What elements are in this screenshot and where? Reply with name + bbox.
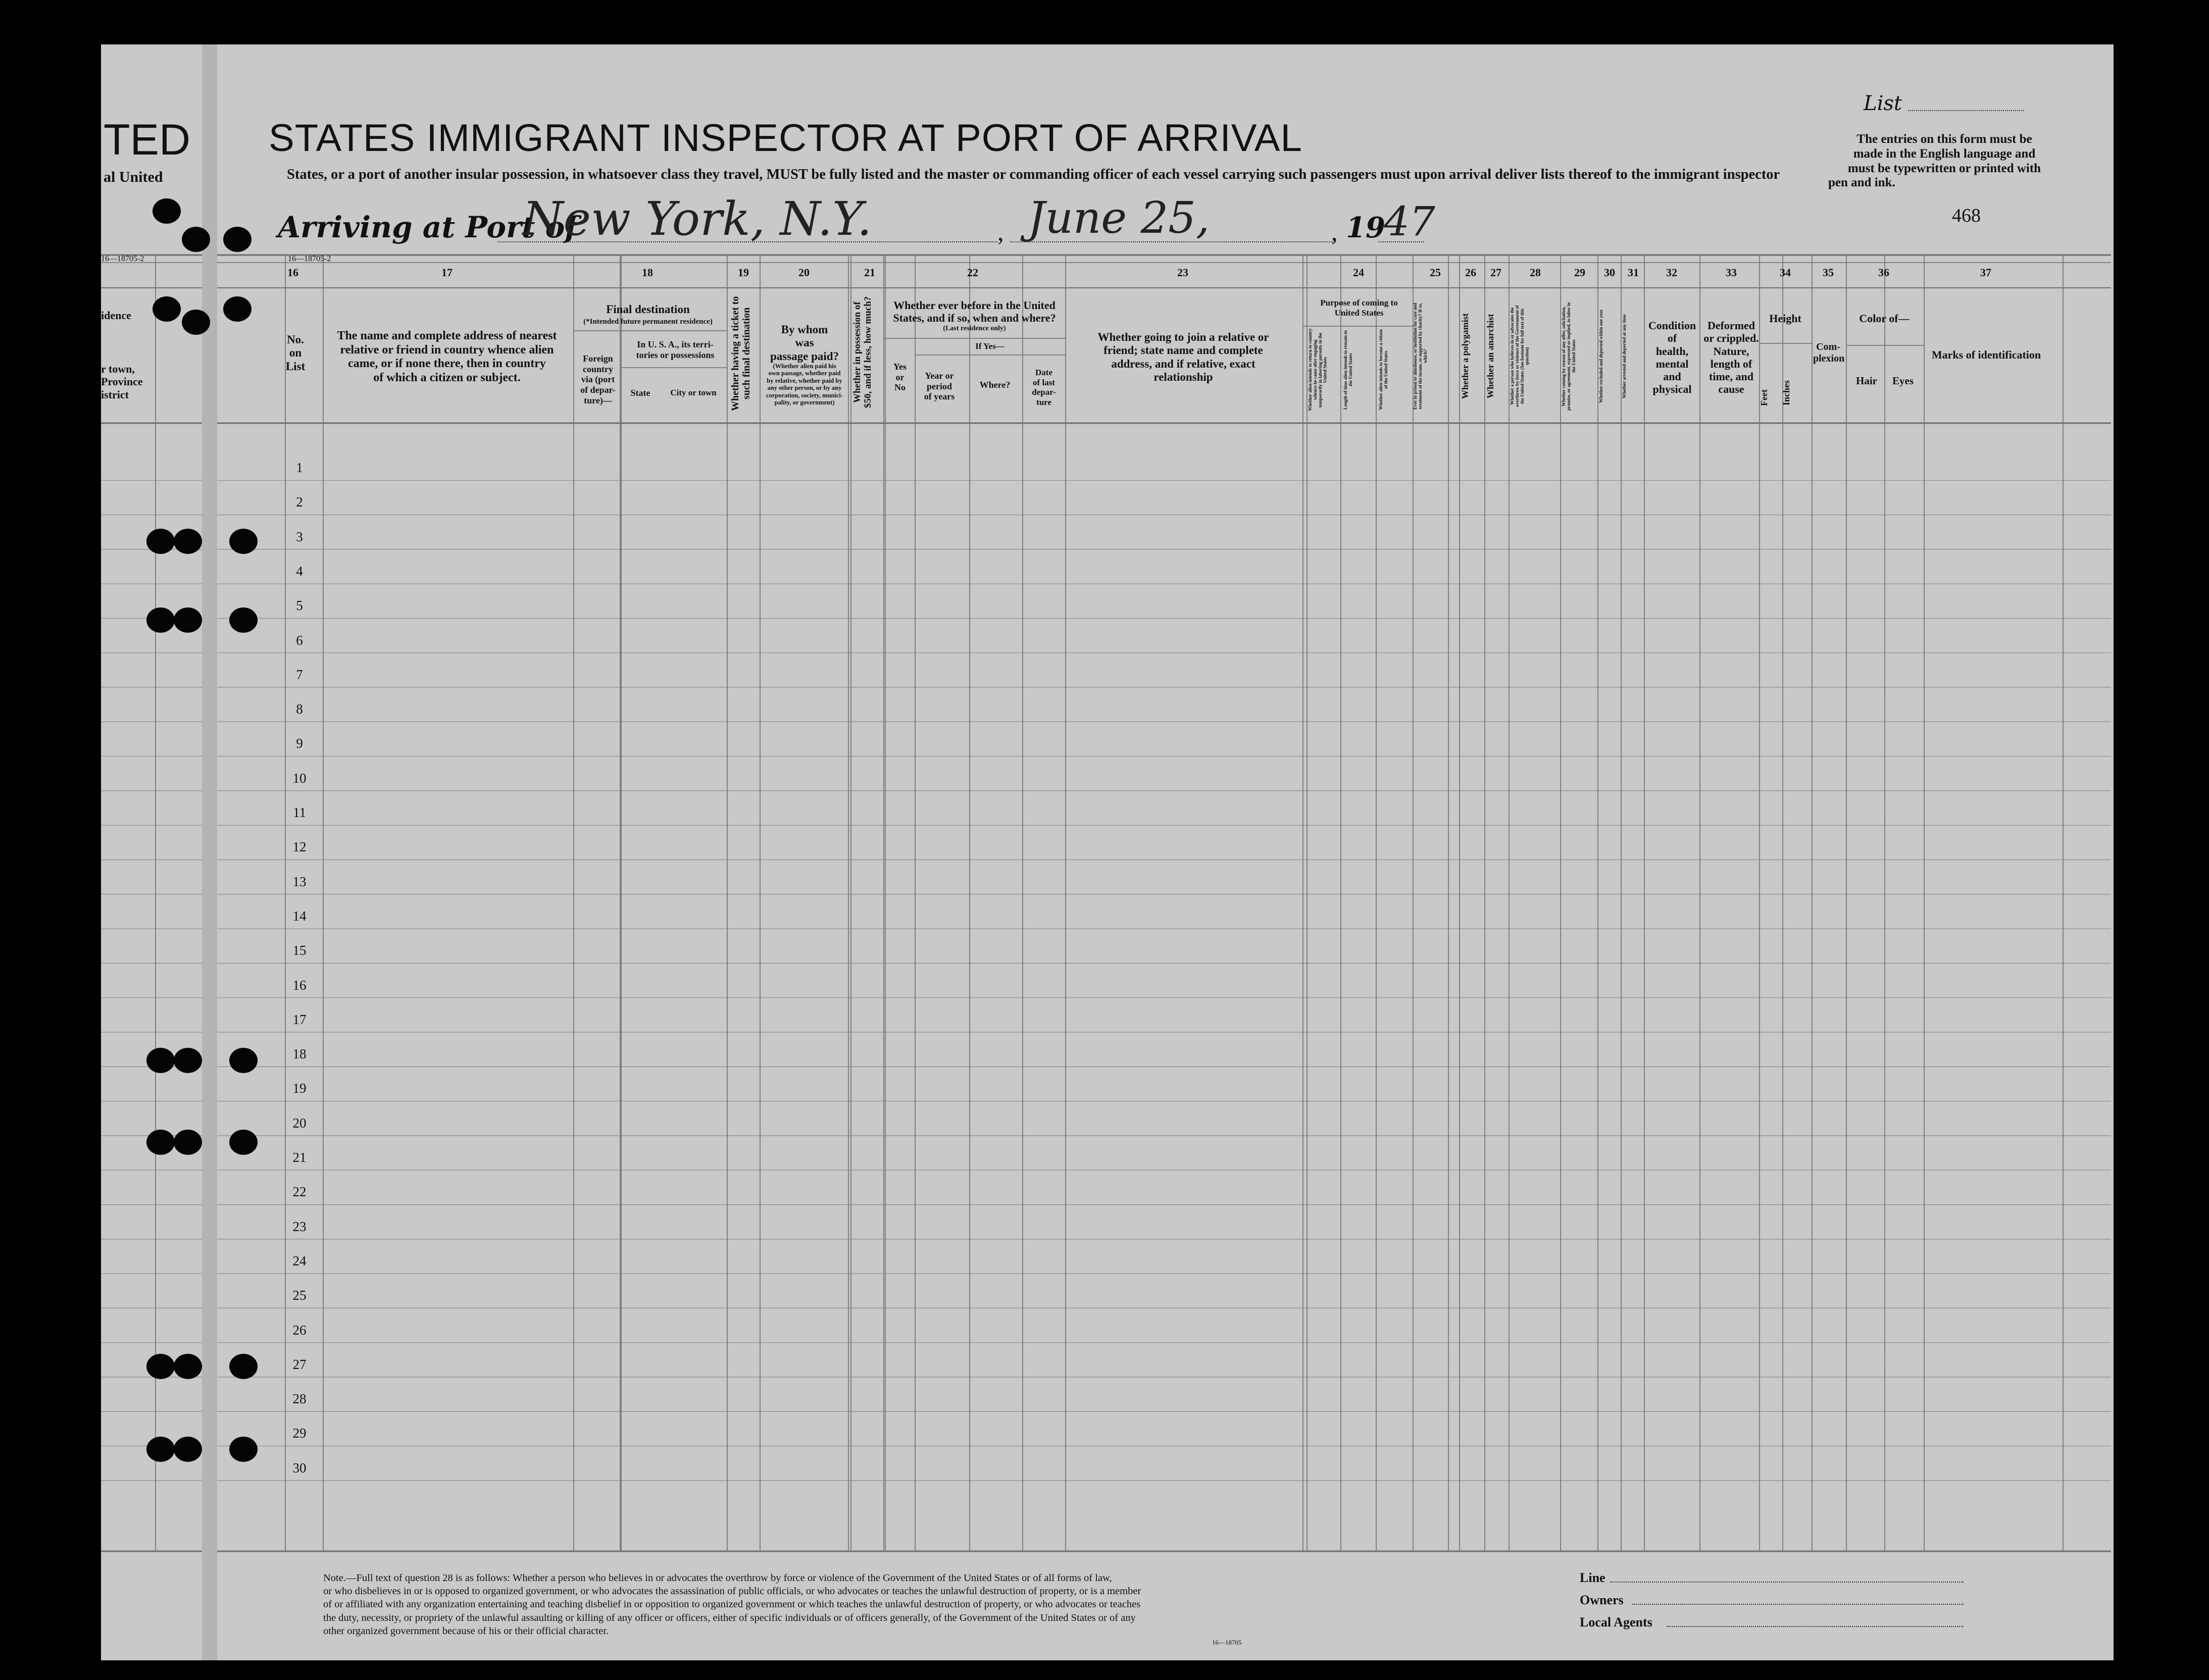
entries-note — [1823, 132, 2066, 190]
col17-label — [328, 329, 566, 385]
col-c28-label: Whether a person who believes in or advocates the overthrow by force or violence of the Government of the United States (See footnote for full text of this question) — [1510, 305, 1530, 408]
row-number: 27 — [292, 1356, 307, 1372]
col24-label-line: Purpose of coming to — [1320, 298, 1398, 308]
col18-note: (*Intended future permanent residence) — [583, 318, 713, 326]
row-number: 3 — [296, 529, 303, 544]
row-number: 29 — [292, 1426, 307, 1441]
footnote-line: or who disbelieves in or is opposed to organized government, or who advocates the assassination of public officials, or who advocates or teaches the unlawful destruction of property, or is a member — [323, 1586, 1141, 1597]
col22-date-line: ture — [1036, 397, 1051, 407]
col-c25-label: Ever in prison or almshouse, or institution for care and treatment of the insane, or supported by charity? If so, which? — [1413, 302, 1428, 410]
col-c27-label: Whether an anarchist — [1485, 314, 1495, 399]
col-num-c30: 30 — [1604, 266, 1615, 279]
col34-label: Height — [1769, 312, 1801, 325]
row-number: 23 — [292, 1218, 307, 1234]
arrival-date: June 25, — [1028, 193, 1210, 243]
col22-yesno-line: Yes — [893, 362, 907, 372]
col22-ifyes: If Yes— — [975, 341, 1005, 351]
col33-label — [1701, 319, 1762, 396]
col22-label-line: Whether ever before in the United — [893, 299, 1056, 312]
col22-year-line: period — [926, 381, 952, 391]
col22-note: (Last residence only) — [943, 325, 1006, 332]
agents-blank — [1667, 1626, 1964, 1627]
row-number: 15 — [292, 943, 307, 958]
col22-yesno — [885, 362, 915, 393]
col36-eyes: Eyes — [1892, 375, 1914, 387]
col20-label-line: By whom — [781, 323, 828, 336]
footnote-line: the duty, necessity, or propriety of the unlawful assaulting or killing of any officer or officers, either of specific individuals or of officers generally, of the Government of the United States or of any — [323, 1612, 1136, 1623]
punch-hole — [174, 529, 202, 554]
col22-yesno-line: No — [894, 382, 906, 393]
row-number: 21 — [292, 1150, 307, 1165]
col20-note-line: any other person, or by any — [767, 384, 842, 392]
row-number: 19 — [292, 1081, 307, 1096]
col-num-c26: 26 — [1465, 266, 1476, 279]
col33-label-line: time, and — [1709, 370, 1753, 383]
row-number: 24 — [292, 1253, 307, 1268]
col18-usa — [622, 339, 728, 360]
row-number: 9 — [296, 736, 303, 751]
row-number: 7 — [296, 667, 303, 682]
form-code-left: 16—18705-2 — [101, 254, 144, 263]
col-num-c31: 31 — [1628, 266, 1639, 279]
punch-hole — [146, 607, 175, 633]
owners-blank — [1632, 1604, 1964, 1605]
col32-label-line: of — [1667, 332, 1677, 345]
punch-hole — [223, 227, 252, 252]
col-num-c22: 22 — [967, 266, 978, 279]
col23-label-line: relationship — [1153, 371, 1213, 384]
row-number: 26 — [292, 1322, 307, 1338]
col-num-c20: 20 — [798, 266, 810, 279]
punch-hole — [229, 1354, 258, 1379]
col19-label: Whether having a ticket to such final destination — [730, 296, 752, 411]
punch-hole — [174, 607, 202, 633]
left-col-label-line: istrict — [101, 388, 129, 401]
punch-hole — [146, 1354, 175, 1379]
col18-foreign-line: country — [583, 364, 613, 374]
row-number: 28 — [292, 1391, 307, 1407]
col-c31-label: Whether arrested and deported at any time — [1622, 314, 1627, 398]
line-blank — [1610, 1582, 1964, 1583]
col33-label-line: or crippled. — [1703, 332, 1759, 345]
left-col-header: idence — [101, 309, 131, 322]
col20-note-line: pality, or government) — [774, 398, 835, 406]
line-label: Line — [1580, 1570, 1605, 1585]
comma: , — [1331, 218, 1338, 246]
col20-note-line: corporation, society, munici- — [766, 391, 843, 399]
row-number: 5 — [296, 598, 303, 614]
footnote-line: other organized government because of his or their official character. — [323, 1625, 609, 1637]
punch-hole — [174, 1130, 202, 1155]
row-number: 30 — [292, 1460, 307, 1475]
punch-hole — [229, 1437, 258, 1462]
row-number: 25 — [292, 1288, 307, 1303]
col34-feet: Feet — [1759, 389, 1769, 406]
col35-label — [1813, 341, 1843, 365]
col18-foreign-line: via (port — [581, 374, 615, 385]
year-value: 47 — [1384, 198, 1435, 245]
col-num-c27: 27 — [1490, 266, 1501, 279]
col35-label-line: Com- — [1816, 341, 1840, 352]
col24-label-line: United States — [1334, 308, 1384, 318]
col22-date-line: Date — [1035, 368, 1052, 377]
col16-label-line: on — [289, 346, 302, 360]
col32-label-line: and — [1663, 370, 1681, 383]
local-agents-label: Local Agents — [1580, 1615, 1652, 1630]
col34-inches: Inches — [1781, 380, 1791, 406]
col18-foreign-line: of depar- — [580, 385, 616, 395]
entries-note-line: The entries on this form must be — [1856, 132, 2032, 146]
col33-label-line: Deformed — [1707, 319, 1755, 332]
col-num-c29: 29 — [1574, 266, 1585, 279]
title-left-fragment: al United — [104, 169, 163, 185]
row-number: 22 — [292, 1184, 307, 1200]
col32-label-line: mental — [1655, 357, 1689, 370]
col18-group: Final destination — [606, 303, 690, 316]
col20-note — [762, 363, 847, 406]
row-number: 17 — [292, 1011, 307, 1027]
row-number: 20 — [292, 1115, 307, 1131]
col36-label: Color of— — [1859, 312, 1910, 325]
footnote — [323, 1571, 1293, 1638]
col-num-c32: 32 — [1666, 266, 1677, 279]
list-blank — [1908, 110, 2024, 111]
punch-hole — [146, 529, 175, 554]
col-num-c25: 25 — [1430, 266, 1441, 279]
col22-year — [917, 371, 962, 402]
col24-sub-2: Length of time alien intends to remain in the United States — [1343, 330, 1353, 410]
footer-code: 16—18705 — [1212, 1639, 1242, 1646]
col22-year-line: of years — [924, 391, 955, 402]
punch-hole — [174, 1048, 202, 1073]
col22-year-line: Year or — [925, 371, 954, 381]
col18-foreign-line: Foreign — [583, 353, 613, 364]
arrival-label: Arriving at Port of — [278, 210, 578, 244]
col17-label-line: The name and complete address of nearest — [337, 329, 557, 342]
left-col-label — [101, 363, 157, 401]
col-num-c33: 33 — [1726, 266, 1737, 279]
left-col-label-line: Province — [101, 375, 143, 388]
punch-hole — [182, 310, 210, 335]
form-code-right: 16—18705-2 — [288, 254, 331, 263]
col20-label-line: was — [795, 336, 814, 349]
col33-label-line: length of — [1710, 357, 1752, 370]
footnote-line: of or affiliated with any organization entertaining and teaching disbelief in or opposition to organized government or which teaches the unlawful destruction of property, or who advocates or teaches — [323, 1599, 1141, 1610]
col33-label-line: cause — [1718, 383, 1744, 396]
col23-label-line: address, and if relative, exact — [1111, 357, 1256, 370]
col-c30-label: Whether excluded and deported within one year — [1598, 309, 1603, 403]
footnote-line: Note.—Full text of question 28 is as follows: Whether a person who believes in or advocates the overthrow by force or violence of the Government of the United States or of all forms of law, — [323, 1572, 1112, 1584]
col-num-c28: 28 — [1530, 266, 1541, 279]
col-num-c35: 35 — [1823, 266, 1834, 279]
col17-label-line: came, or if none there, then in country — [348, 357, 546, 371]
col20-note-line: (Whether alien paid his — [773, 363, 836, 370]
entries-note-line: must be typewritten or printed with — [1847, 161, 2041, 175]
col32-label-line: physical — [1652, 383, 1692, 396]
col18-foreign — [576, 353, 620, 405]
col20-label-line: passage paid? — [770, 349, 839, 363]
col22-yesno-line: or — [895, 372, 905, 382]
col16-label-line: List — [285, 360, 306, 373]
col-num-c21: 21 — [864, 266, 875, 279]
col22-label-line: States, and if so, when and where? — [893, 312, 1056, 325]
col17-label-line: relative or friend in country whence alien — [340, 343, 554, 357]
col-num-c19: 19 — [738, 266, 749, 279]
col-num-c37: 37 — [1980, 266, 1991, 279]
row-number: 10 — [292, 770, 307, 786]
row-number: 1 — [296, 460, 303, 475]
punch-hole — [182, 227, 210, 252]
col22-date-line: of last — [1033, 377, 1055, 387]
col18-foreign-line: ture)— — [584, 395, 612, 405]
title-fragment: TED — [104, 116, 190, 164]
year-prefix: 19 — [1346, 211, 1385, 244]
col18-city: City or town — [670, 388, 717, 397]
row-number: 16 — [292, 977, 307, 993]
col-num-c18: 18 — [642, 266, 653, 279]
col21-label: Whether in possession of $50, and if less, how much? — [852, 296, 873, 409]
col16-label — [285, 333, 306, 373]
col35-label-line: plexion — [1813, 353, 1845, 364]
col-num-c34: 34 — [1780, 266, 1791, 279]
col22-date-line: depar- — [1032, 387, 1056, 397]
col20-note-line: own passage, whether paid — [768, 370, 841, 377]
punch-hole — [146, 1130, 175, 1155]
col-c29-label: Whether coming by reason of any offer, solicitation, promise, or agreement, expressed or implied, to labor in the United States — [1561, 302, 1576, 411]
col23-label — [1070, 331, 1297, 384]
col23-label-line: friend; state name and complete — [1103, 344, 1263, 357]
punch-hole — [146, 1437, 175, 1462]
col-num-c16: 16 — [287, 266, 298, 279]
row-number: 11 — [293, 805, 306, 820]
col-num-c23: 23 — [1177, 266, 1188, 279]
punch-hole — [223, 296, 252, 322]
row-number: 12 — [292, 839, 307, 855]
col-num-c24: 24 — [1353, 266, 1364, 279]
col24-sub-1: Whether alien intends to return to country whence he came after engaging temporarily in laboring pursuits in the United States — [1308, 328, 1328, 412]
punch-hole — [174, 1354, 202, 1379]
punch-hole — [174, 1437, 202, 1462]
owners-label: Owners — [1580, 1593, 1624, 1607]
col17-label-line: of which a citizen or subject. — [373, 371, 521, 384]
col22-where: Where? — [979, 380, 1011, 390]
col24-sub-3: Whether alien intends to become a citizen of the United States — [1378, 329, 1388, 411]
left-col-label-line: r town, — [101, 363, 135, 375]
punch-hole — [153, 198, 181, 224]
col36-hair: Hair — [1856, 375, 1877, 387]
row-number: 2 — [296, 494, 303, 510]
col23-label-line: Whether going to join a relative or — [1097, 331, 1269, 343]
col-num-c17: 17 — [441, 266, 453, 279]
page-number: 468 — [1952, 205, 1981, 226]
col33-label-line: Nature, — [1713, 344, 1749, 358]
col18-state: State — [630, 388, 650, 398]
page-title: STATES IMMIGRANT INSPECTOR AT PORT OF ARRIVAL — [269, 117, 1302, 160]
col24-label — [1307, 298, 1411, 318]
col-num-c36: 36 — [1878, 266, 1889, 279]
col32-label — [1645, 319, 1699, 396]
row-number: 8 — [296, 701, 303, 717]
col20-label — [762, 323, 847, 363]
row-number: 13 — [292, 874, 307, 889]
arrival-port: New York, N.Y. — [523, 192, 872, 246]
col20-note-line: by relative, whether paid by — [767, 377, 842, 384]
comma: , — [997, 218, 1004, 246]
punch-hole — [146, 1048, 175, 1073]
col16-label-line: No. — [287, 333, 304, 346]
col32-label-line: Condition — [1648, 319, 1696, 332]
list-label: List — [1864, 92, 1902, 115]
punch-hole — [229, 607, 258, 633]
col18-usa-line: In U. S. A., its terri- — [637, 339, 714, 349]
col-c26-label: Whether a polygamist — [1460, 313, 1470, 399]
col32-label-line: health, — [1655, 344, 1689, 358]
row-number: 18 — [292, 1046, 307, 1062]
col37-label: Marks of identification — [1931, 348, 2041, 361]
punch-hole — [153, 296, 181, 322]
instruction-text: States, or a port of another insular possession, in whatsoever class they travel, MUST be fully listed and the master or commanding officer of each vessel carrying such passengers must upon arrival deliver lists thereof to the immigrant inspector — [287, 167, 1780, 182]
col22-date — [1024, 368, 1064, 407]
punch-hole — [229, 529, 258, 554]
col18-usa-line: tories or possessions — [636, 349, 715, 360]
punch-hole — [229, 1130, 258, 1155]
row-number: 14 — [292, 908, 307, 924]
row-number: 4 — [296, 563, 303, 579]
col22-label — [885, 299, 1064, 325]
entries-note-line: made in the English language and — [1853, 146, 2036, 161]
entries-note-line: pen and ink. — [1828, 176, 1895, 190]
row-number: 6 — [296, 632, 303, 648]
year-blank — [1379, 241, 1424, 242]
punch-hole — [229, 1048, 258, 1073]
page-fold — [202, 44, 217, 1660]
